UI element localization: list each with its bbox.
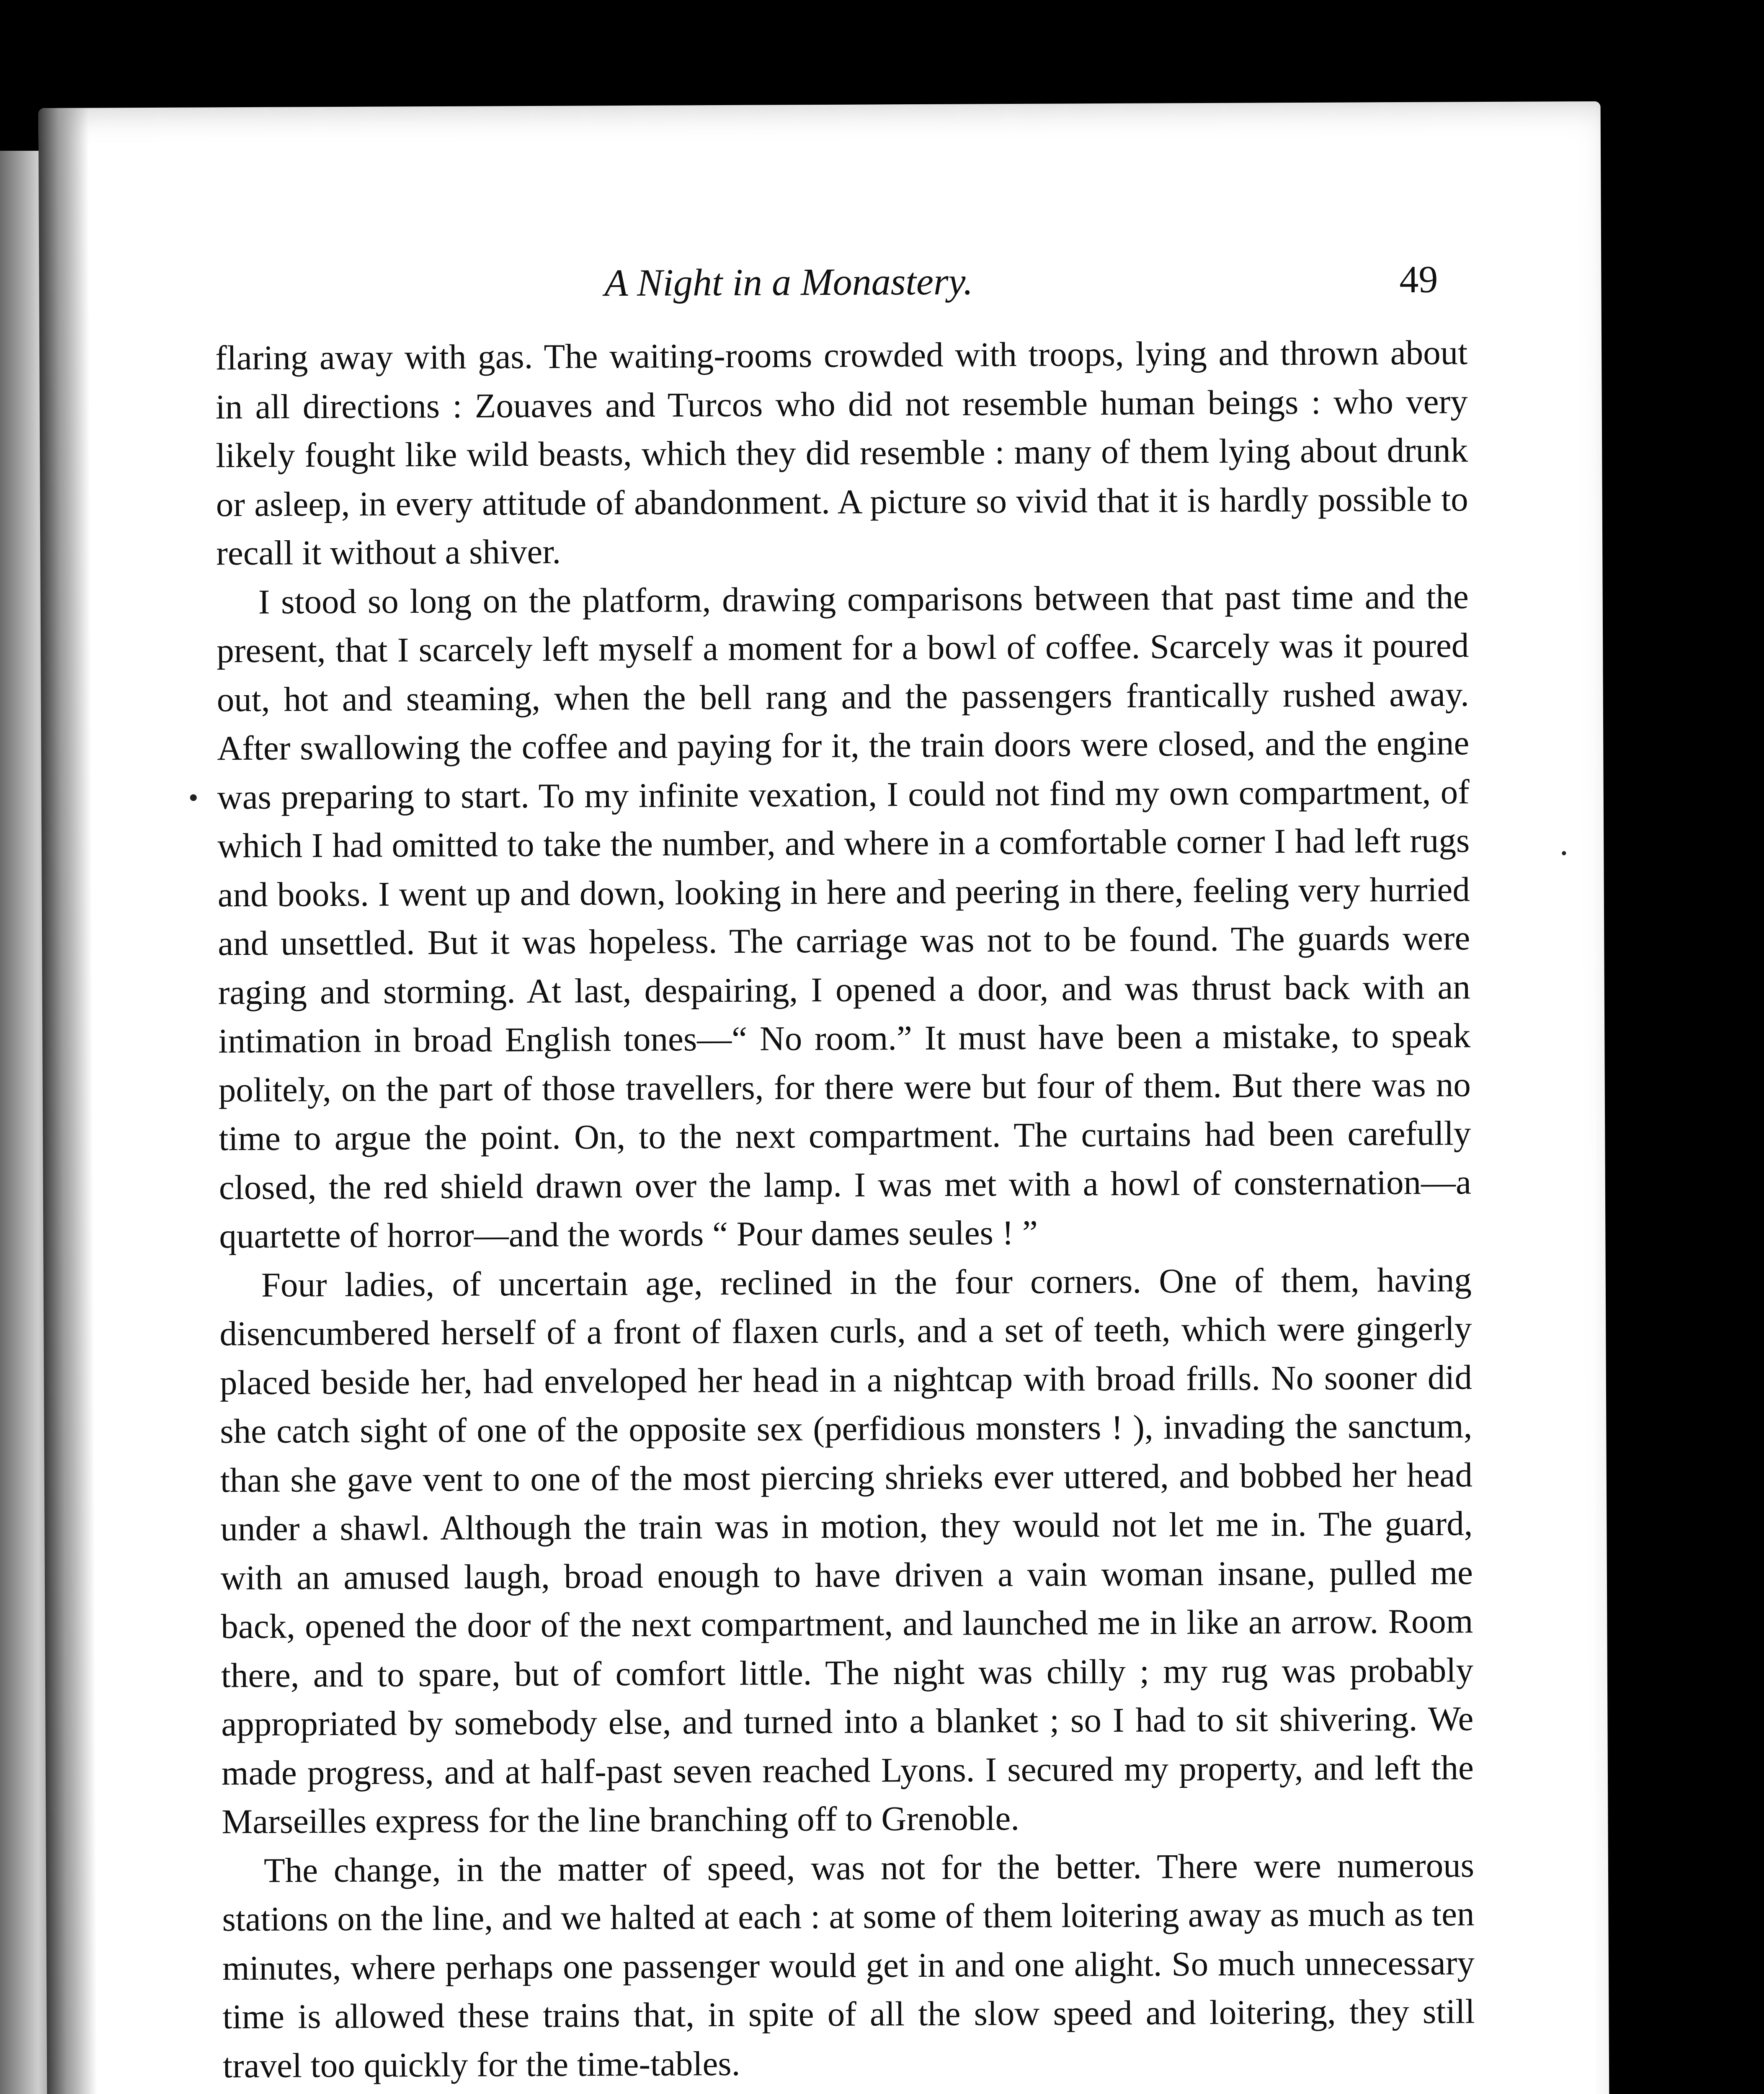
running-title: A Night in a Monastery. [604,260,973,304]
paragraph-four-ladies: Four ladies, of uncertain age, reclined in the four corners. One of them, having disencumbered herself of a front of flaxen curls, and a set of teeth, which were gingerly placed beside her, had enveloped her head in a nightcap with broad frills. No sooner did she catch sight of one of the opposite sex (perfidious monsters ! ), invading the sanctum, than she gave vent to one of the most piercing shrieks ever uttered, and bobbed her head under a shawl. Although the train was in motion, they would not let me in. The guard, with an amused laugh, broad enough to have driven a vain woman insane, pulled me back, opened the door of the next compartment, and launched me in like an arrow. Room there, and to spare, but of comfort little. The night was chilly ; my rug was probably appropriated by somebody else, and turned into a blanket ; so I had to sit shivering. We made progress, and at half-past seven reached Lyons. I secured my property, and left the Marseilles express for the line branching off to Grenoble. [219,1260,1474,1841]
page-number: 49 [1399,258,1438,301]
ink-speck [1562,851,1566,855]
body-text [215,328,1475,2090]
ink-speck [190,794,197,801]
paragraph-change-of-speed: The change, in the matter of speed, was not for the better. There were numerous stations on the line, and we halted at each : at some of them loitering away as much as ten minutes, where perhaps one passenger would get in and one alight. So much unnecessary time is allowed these trains that, in spite of all the slow speed and loitering, they still travel too quickly for the time-tables. [222,1845,1475,2085]
paragraph-platform: I stood so long on the platform, drawing comparisons between that past time and the present, that I scarcely left myself a moment for a bowl of coffee. Scarcely was it poured out, hot and steaming, when the bell rang and the passengers frantically rushed away. After swallowing the coffee and paying for it, the train doors were closed, and the engine was preparing to start. To my infinite vexation, I could not find my own compartment, of which I had omitted to take the number, and where in a comfortable corner I had left rugs and books. I went up and down, looking in here and peering in there, feeling very hurried and unsettled. But it was hopeless. The carriage was not to be found. The guards were raging and storming. At last, despairing, I opened a door, and was thrust back with an intimation in broad English tones—“ No room.” It must have been a mistake, to speak politely, on the part of those travellers, for there were but four of them. But there was no time to argue the point. On, to the next compartment. The curtains had been carefully closed, the red shield drawn over the lamp. I was met with a howl of consternation—a quartette of horror—and the words “ Pour dames seules ! ” [217,577,1471,1256]
running-head [165,257,1438,338]
paragraph-continued: flaring away with gas. The waiting-rooms crowded with troops, lying and thrown about in all directions : Zouaves and Turcos who did not resemble human beings : who very likely fought like wild beasts, which they did resemble : many of them lying about drunk or asleep, in every attitude of abandonment. A picture so vivid that it is hardly possible to recall it without a shiver. [215,333,1468,572]
gutter-shadow [39,108,100,2094]
book-page [39,101,1612,2094]
